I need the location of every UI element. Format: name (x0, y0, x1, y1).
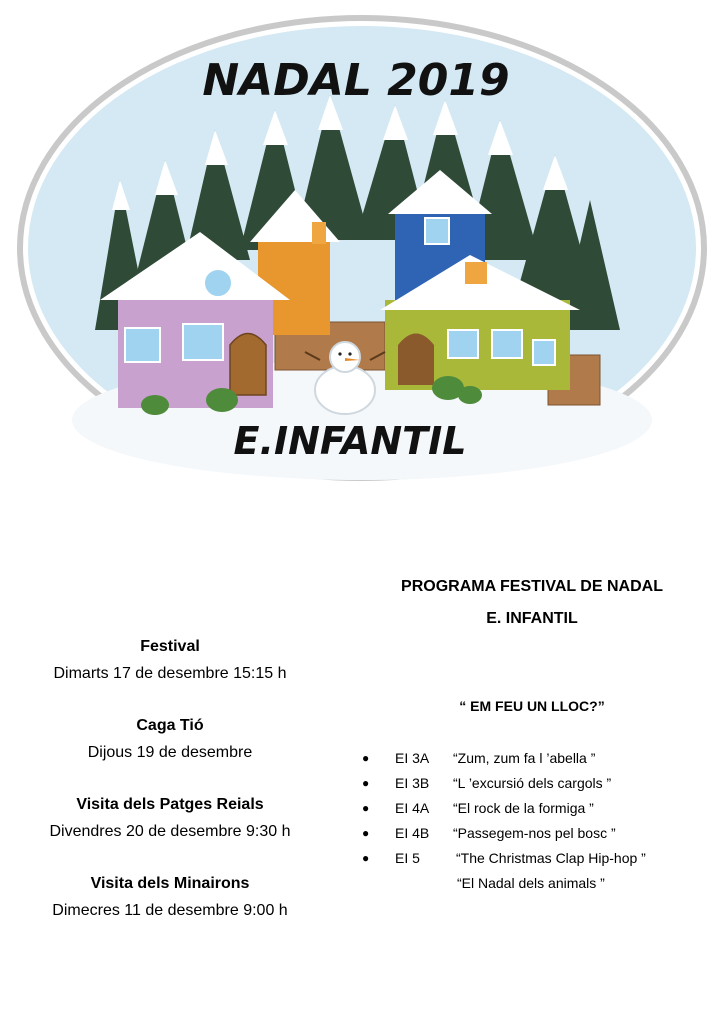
event-title: Caga Tió (136, 717, 204, 734)
event-date: Dimarts 17 de desembre 15:15 h (53, 665, 287, 682)
banner-title: NADAL 2019 (202, 55, 510, 106)
list-item (340, 821, 724, 846)
event-title: Visita dels Patges Reials (76, 796, 264, 813)
song-title: “The Christmas Clap Hip-hop ” (456, 850, 646, 866)
event-title: Visita dels Minairons (90, 875, 250, 892)
program-motto: “ EM FEU UN LLOC?” (459, 698, 605, 714)
list-item (340, 871, 724, 896)
bullet-icon: ● (362, 751, 370, 765)
list-item (340, 846, 724, 871)
bullet-icon: ● (362, 826, 370, 840)
program-subheading: E. INFANTIL (486, 610, 578, 627)
list-item (340, 796, 724, 821)
list-item (340, 746, 724, 771)
class-name: EI 5 (395, 850, 420, 866)
class-name: EI 4A (395, 800, 430, 816)
bullet-icon: ● (362, 776, 370, 790)
event-date: Dijous 19 de desembre (87, 744, 253, 761)
song-title: “Passegem-nos pel bosc ” (453, 825, 616, 841)
banner-illustration (0, 0, 724, 500)
event-patges-reials (20, 793, 320, 847)
song-title: “El Nadal dels animals ” (457, 875, 605, 891)
event-date: Dimecres 11 de desembre 9:00 h (52, 902, 288, 919)
list-item (340, 771, 724, 796)
event-date: Divendres 20 de desembre 9:30 h (49, 823, 291, 840)
banner-subtitle: E.INFANTIL (233, 419, 467, 463)
song-title: “L ’excursió dels cargols ” (453, 775, 612, 791)
event-festival (20, 635, 320, 689)
event-minairons (20, 872, 320, 926)
events-list (20, 635, 320, 951)
bullet-icon: ● (362, 851, 370, 865)
class-name: EI 4B (395, 825, 430, 841)
program-heading: PROGRAMA FESTIVAL DE NADAL (401, 578, 663, 595)
class-name: EI 3A (395, 750, 430, 766)
program-list (340, 746, 724, 896)
event-title: Festival (140, 638, 200, 655)
song-title: “Zum, zum fa l ’abella ” (453, 750, 596, 766)
bullet-icon: ● (362, 801, 370, 815)
class-name: EI 3B (395, 775, 430, 791)
event-caga-tio (20, 714, 320, 768)
song-title: “El rock de la formiga ” (453, 800, 594, 816)
